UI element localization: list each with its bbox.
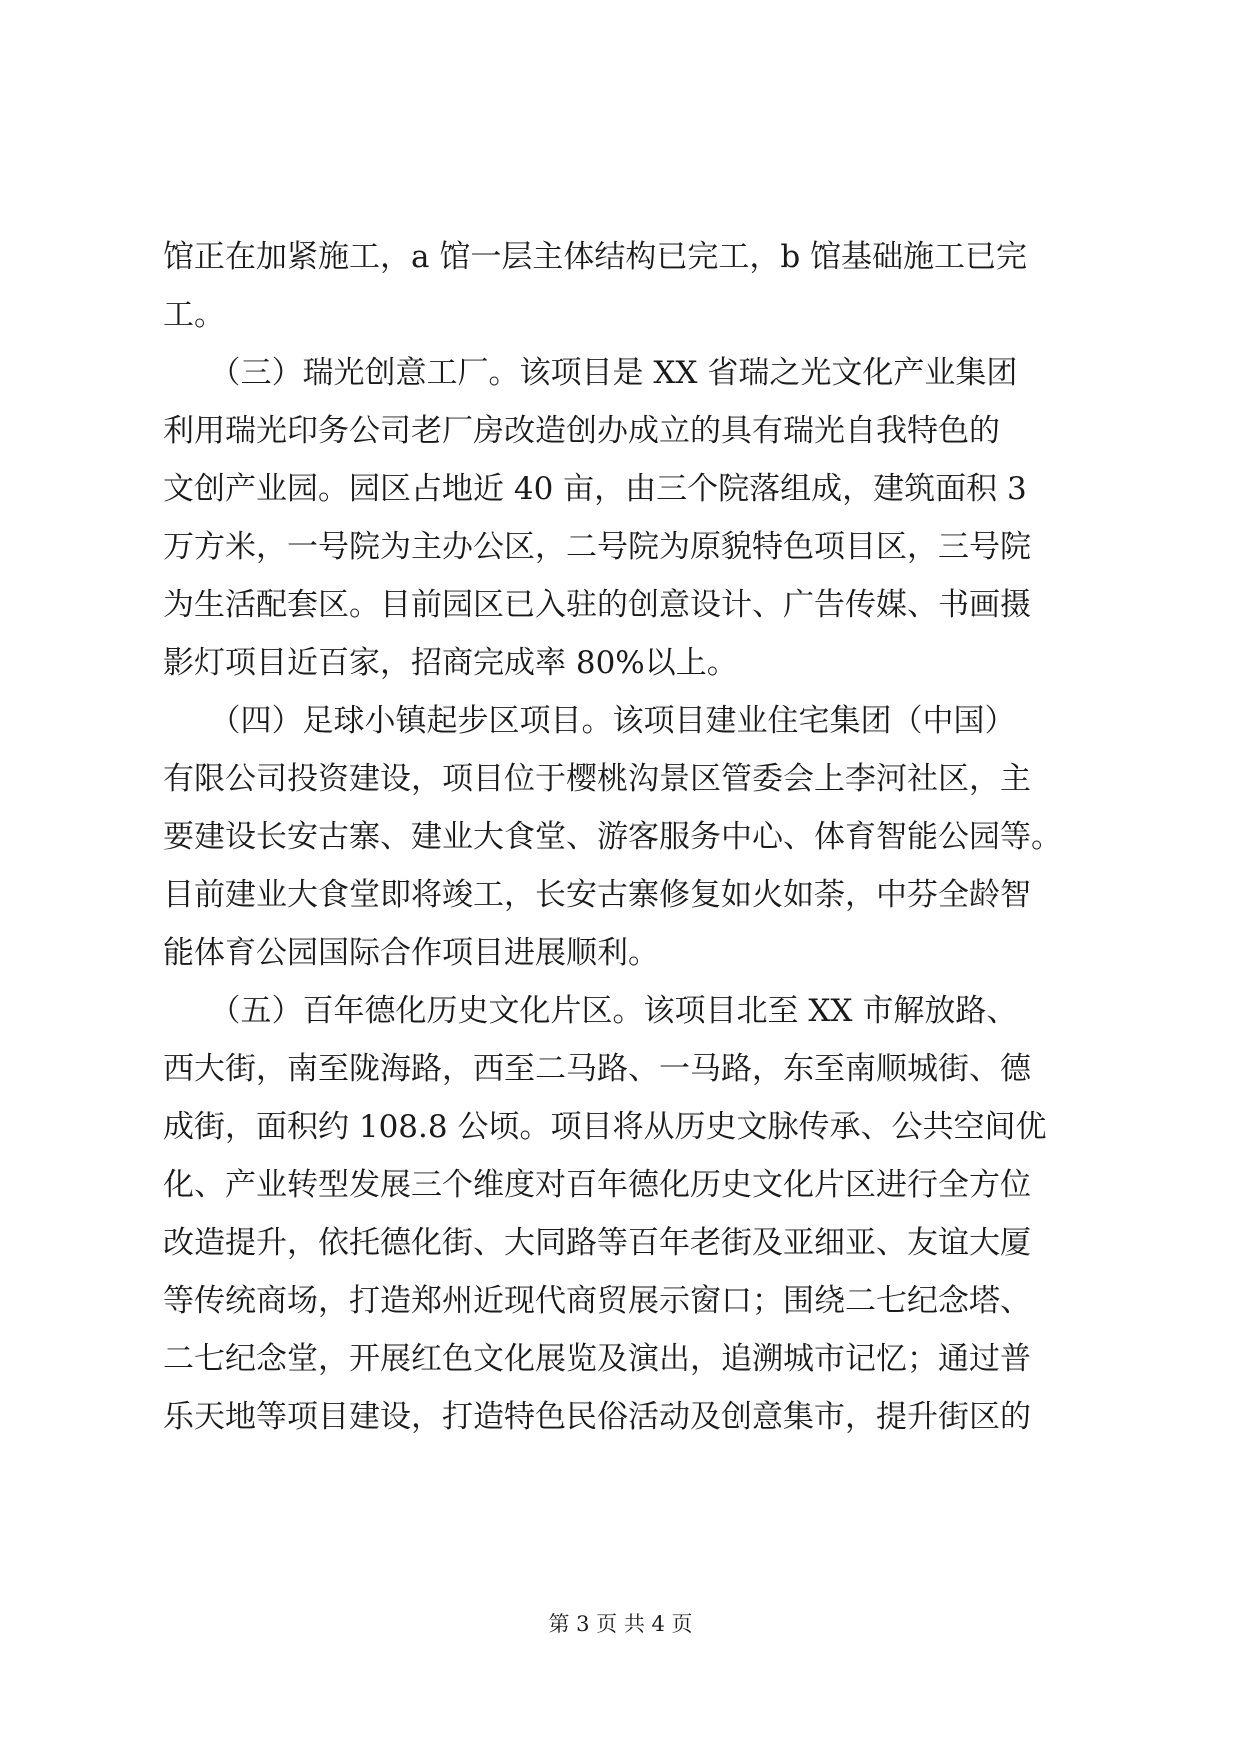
text-line: 目前建业大食堂即将竣工，长安古寨修复如火如荼，中芬全龄智 [163,877,1031,913]
text-line: （五）百年德化历史文化片区。该项目北至 XX 市解放路、 [163,993,1018,1029]
text-line: 化、产业转型发展三个维度对百年德化历史文化片区进行全方位 [163,1167,1031,1203]
text-line: 有限公司投资建设，项目位于樱桃沟景区管委会上李河社区，主 [163,761,1031,797]
text-line: （三）瑞光创意工厂。该项目是 XX 省瑞之光文化产业集团 [163,355,1018,391]
text-line: 乐天地等项目建设，打造特色民俗活动及创意集市，提升街区的 [163,1399,1031,1435]
text-line: 改造提升，依托德化街、大同路等百年老街及亚细亚、友谊大厦 [163,1225,1031,1261]
page-number-footer: 第 3 页 共 4 页 [548,1612,693,1636]
text-line: 要建设长安古寨、建业大食堂、游客服务中心、体育智能公园等。 [163,819,1062,855]
text-line: 文创产业园。园区占地近 40 亩，由三个院落组成，建筑面积 3 [163,471,1027,507]
text-line: 利用瑞光印务公司老厂房改造创办成立的具有瑞光自我特色的 [163,413,1000,449]
text-line: 二七纪念堂，开展红色文化展览及演出，追溯城市记忆；通过普 [163,1341,1031,1377]
text-line: （四）足球小镇起步区项目。该项目建业住宅集团（中国） [163,703,1016,739]
text-line: 能体育公园国际合作项目进展顺利。 [163,935,659,971]
text-line: 万方米，一号院为主办公区，二号院为原貌特色项目区，三号院 [163,529,1031,565]
text-line: 为生活配套区。目前园区已入驻的创意设计、广告传媒、书画摄 [163,587,1031,623]
text-line: 工。 [163,297,225,333]
text-line: 西大街，南至陇海路，西至二马路、一马路，东至南顺城街、德 [163,1051,1031,1087]
text-line: 馆正在加紧施工，a 馆一层主体结构已完工，b 馆基础施工已完 [163,239,1028,275]
text-line: 等传统商场，打造郑州近现代商贸展示窗口；围绕二七纪念塔、 [163,1283,1031,1319]
text-line: 影灯项目近百家，招商完成率 80%以上。 [163,645,738,681]
text-line: 成街，面积约 108.8 公顷。项目将从历史文脉传承、公共空间优 [163,1109,1047,1145]
